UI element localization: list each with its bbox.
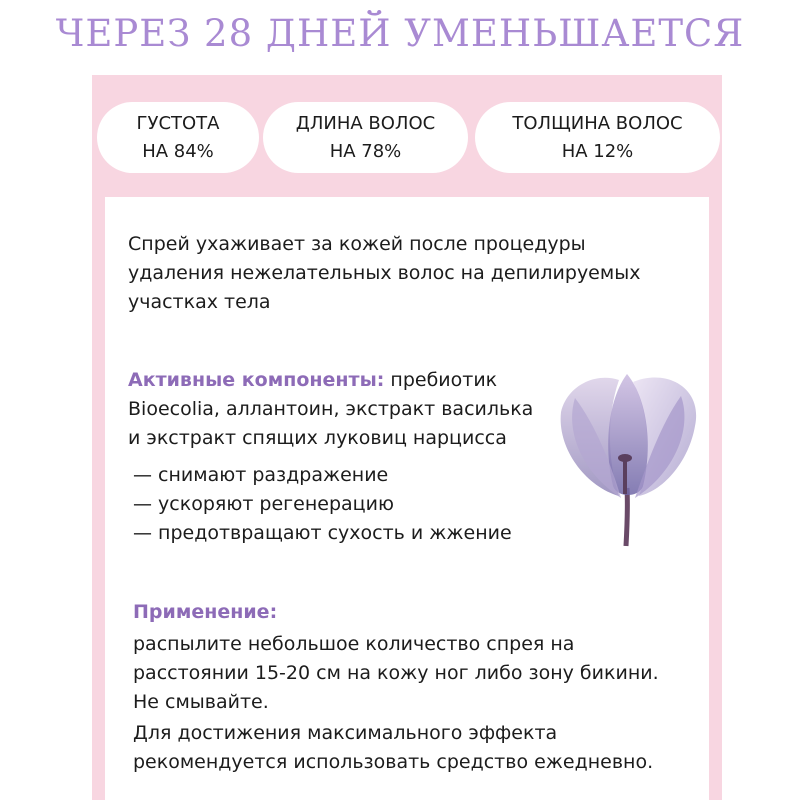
usage-line: распылите небольшое количество спрея на bbox=[133, 633, 575, 655]
intro-line: участках тела bbox=[128, 291, 271, 313]
headline: ЧЕРЕЗ 28 ДНЕЙ УМЕНЬШАЕТСЯ bbox=[55, 12, 745, 55]
usage-line: расстоянии 15-20 см на кожу ног либо зону бикини. bbox=[133, 662, 659, 684]
actives-text: пребиотик bbox=[384, 369, 498, 391]
usage-line: Не смывайте. bbox=[133, 691, 269, 713]
usage-heading: Применение: bbox=[133, 601, 278, 623]
actives-line bbox=[128, 366, 497, 396]
stat-value: НА 78% bbox=[329, 141, 402, 162]
stat-value: НА 84% bbox=[142, 141, 214, 162]
actives-heading: Активные компоненты: bbox=[128, 369, 385, 391]
tulip-flower-icon bbox=[555, 368, 705, 548]
stat-label: ГУСТОТА bbox=[136, 113, 220, 134]
stat-hair-thickness bbox=[475, 102, 720, 173]
usage-line: Для достижения максимального эффекта bbox=[133, 722, 558, 744]
usage-line: рекомендуется использовать средство ежедневно. bbox=[133, 751, 654, 773]
intro-line: удаления нежелательных волос на депилируемых bbox=[128, 262, 641, 284]
benefit-item: — предотвращают сухость и жжение bbox=[133, 522, 512, 544]
benefit-item: — снимают раздражение bbox=[133, 464, 389, 486]
stat-value: НА 12% bbox=[561, 141, 634, 162]
stat-hair-length bbox=[263, 102, 468, 173]
stat-label: ДЛИНА ВОЛОС bbox=[295, 113, 436, 134]
stat-label: ТОЛЩИНА ВОЛОС bbox=[512, 113, 683, 134]
benefit-item: — ускоряют регенерацию bbox=[133, 493, 394, 515]
stat-density bbox=[97, 102, 259, 173]
actives-line: и экстракт спящих луковиц нарцисса bbox=[128, 427, 507, 449]
actives-line: Bioecolia, аллантоин, экстракт василька bbox=[128, 398, 534, 420]
intro-line: Спрей ухаживает за кожей после процедуры bbox=[128, 233, 586, 255]
